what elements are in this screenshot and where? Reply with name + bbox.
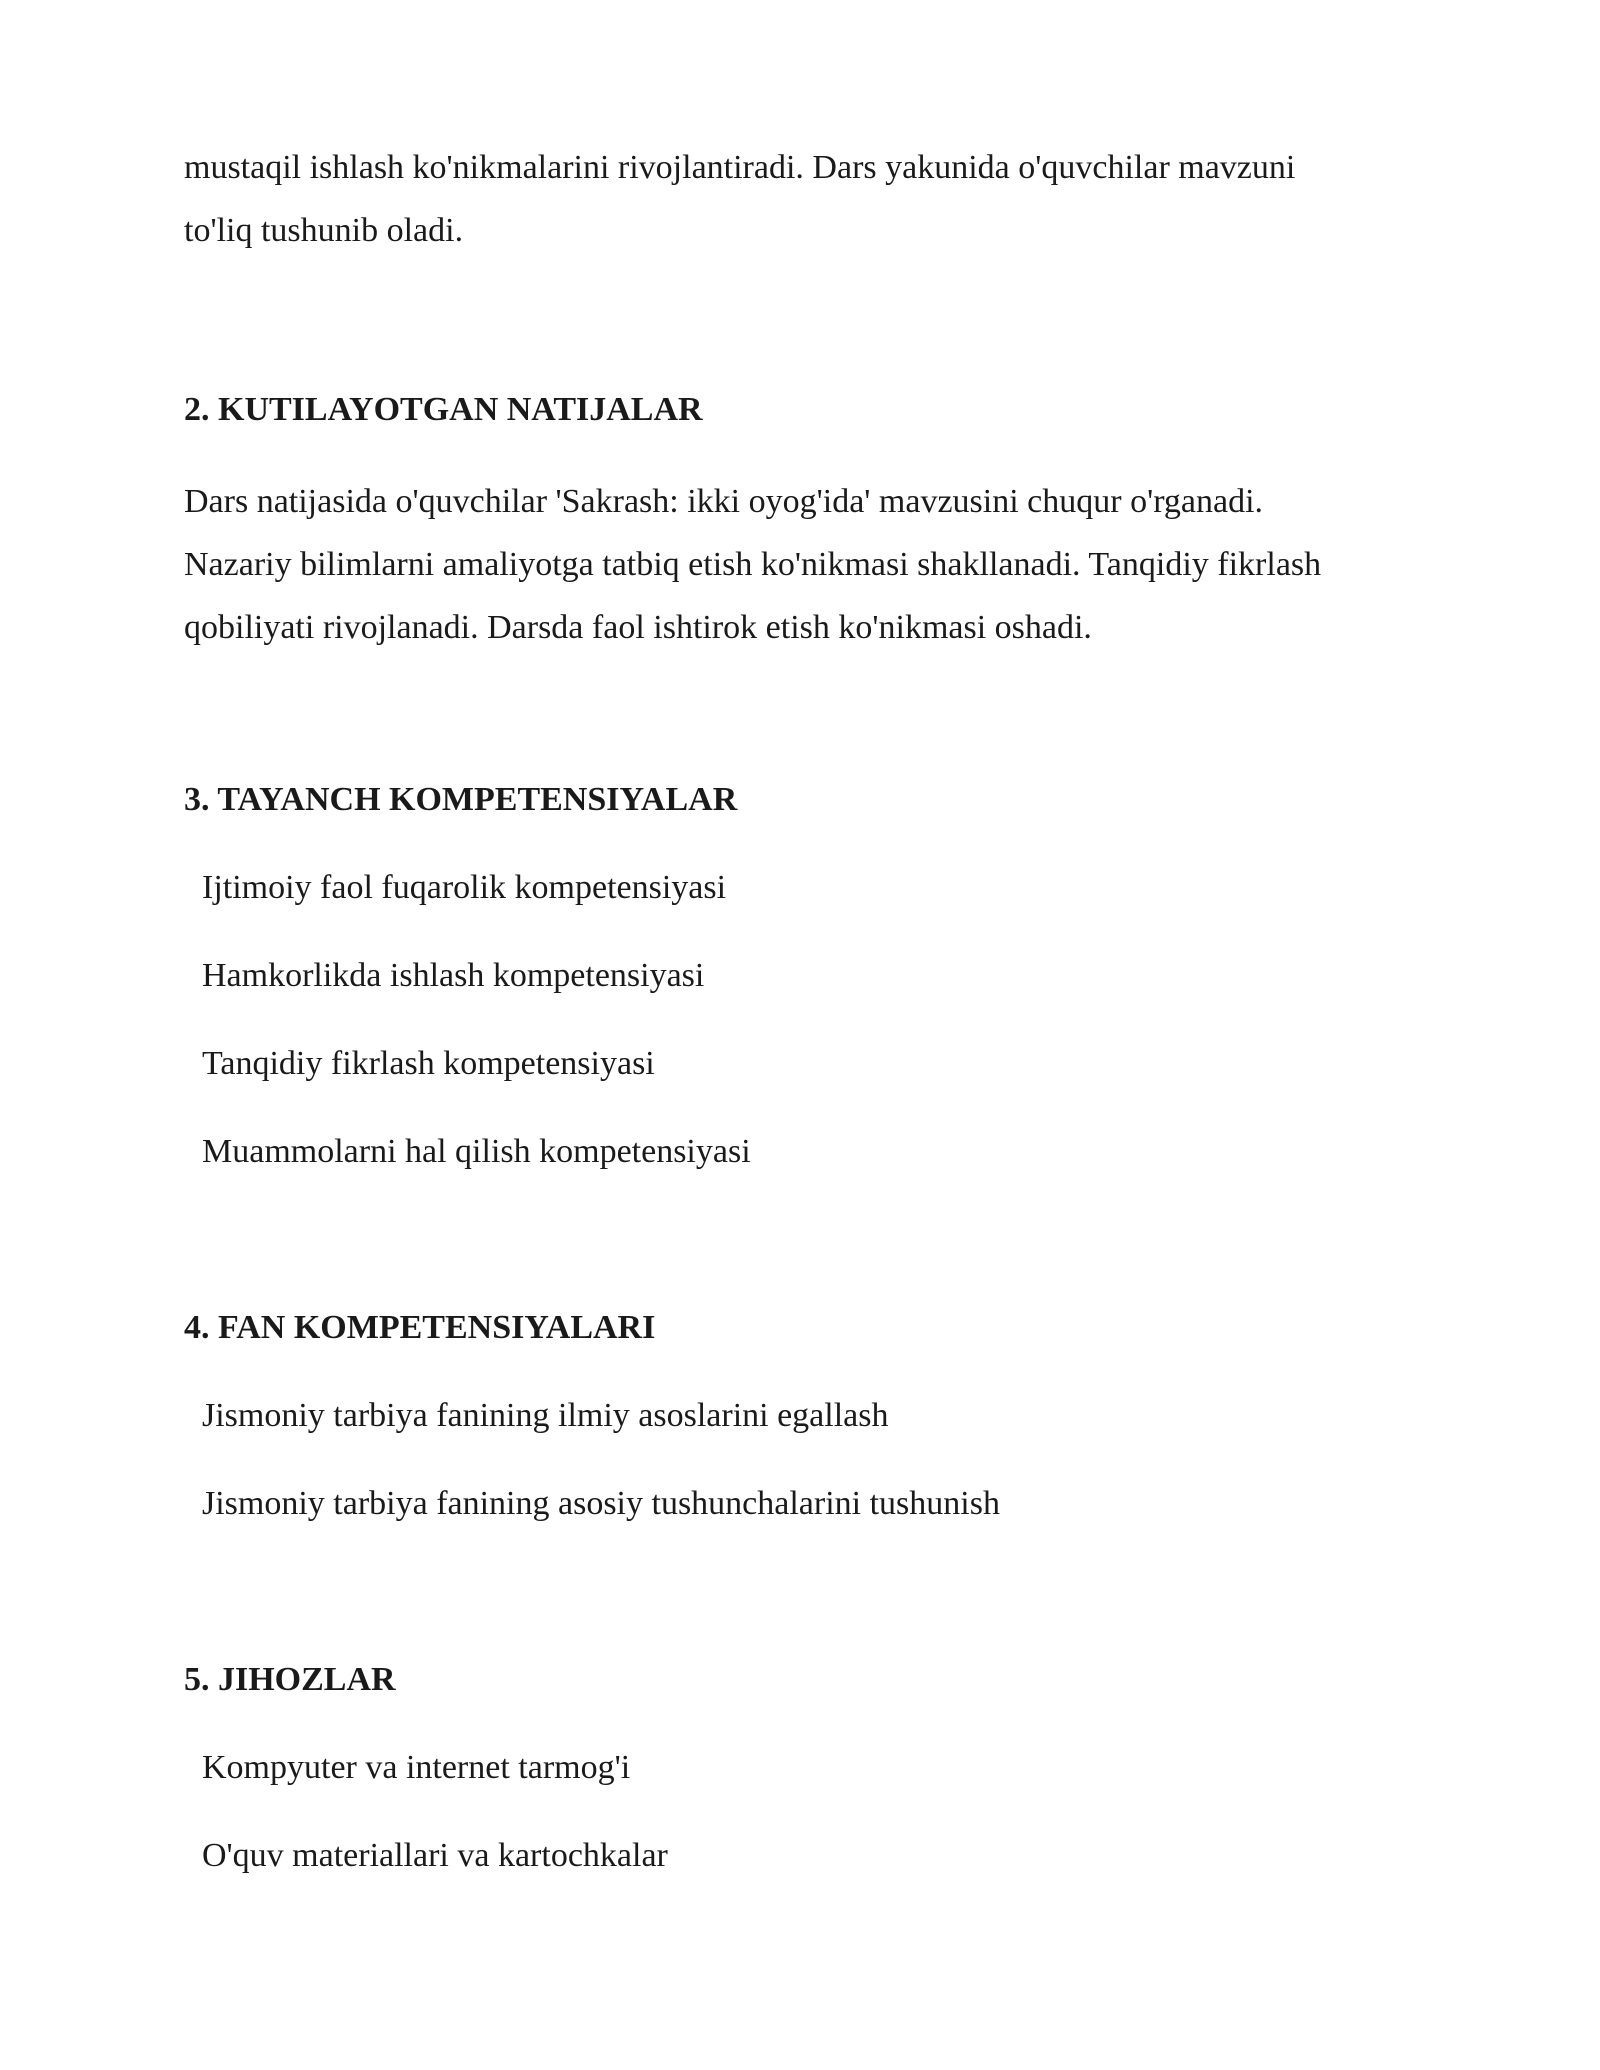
intro-line-2: to'liq tushunib oladi. [184,212,464,249]
list-item: Jismoniy tarbiya fanining asosiy tushunchalarini tushunish [202,1485,1000,1522]
section-heading-equipment: 5. JIHOZLAR [184,1661,396,1698]
list-item: Ijtimoiy faol fuqarolik kompetensiyasi [202,869,727,906]
section-heading-results: 2. KUTILAYOTGAN NATIJALAR [184,391,703,428]
list-item: O'quv materiallari va kartochkalar [202,1837,668,1874]
list-item: Hamkorlikda ishlash kompetensiyasi [202,957,705,994]
list-item: Muammolarni hal qilish kompetensiyasi [202,1133,751,1170]
results-line-1: Dars natijasida o'quvchilar 'Sakrash: ikki oyog'ida' mavzusini chuqur o'rganadi. [184,483,1264,520]
intro-line-1: mustaqil ishlash ko'nikmalarini rivojlantiradi. Dars yakunida o'quvchilar mavzuni [184,149,1296,186]
section-heading-core-competencies: 3. TAYANCH KOMPETENSIYALAR [184,781,738,818]
list-item: Kompyuter va internet tarmog'i [202,1749,631,1786]
list-item: Jismoniy tarbiya fanining ilmiy asoslarini egallash [202,1397,889,1434]
results-line-2: Nazariy bilimlarni amaliyotga tatbiq etish ko'nikmasi shakllanadi. Tanqidiy fikrlash [184,546,1322,583]
list-item: Tanqidiy fikrlash kompetensiyasi [202,1045,655,1082]
results-line-3: qobiliyati rivojlanadi. Darsda faol ishtirok etish ko'nikmasi oshadi. [184,609,1092,646]
section-heading-subject-competencies: 4. FAN KOMPETENSIYALARI [184,1309,656,1346]
